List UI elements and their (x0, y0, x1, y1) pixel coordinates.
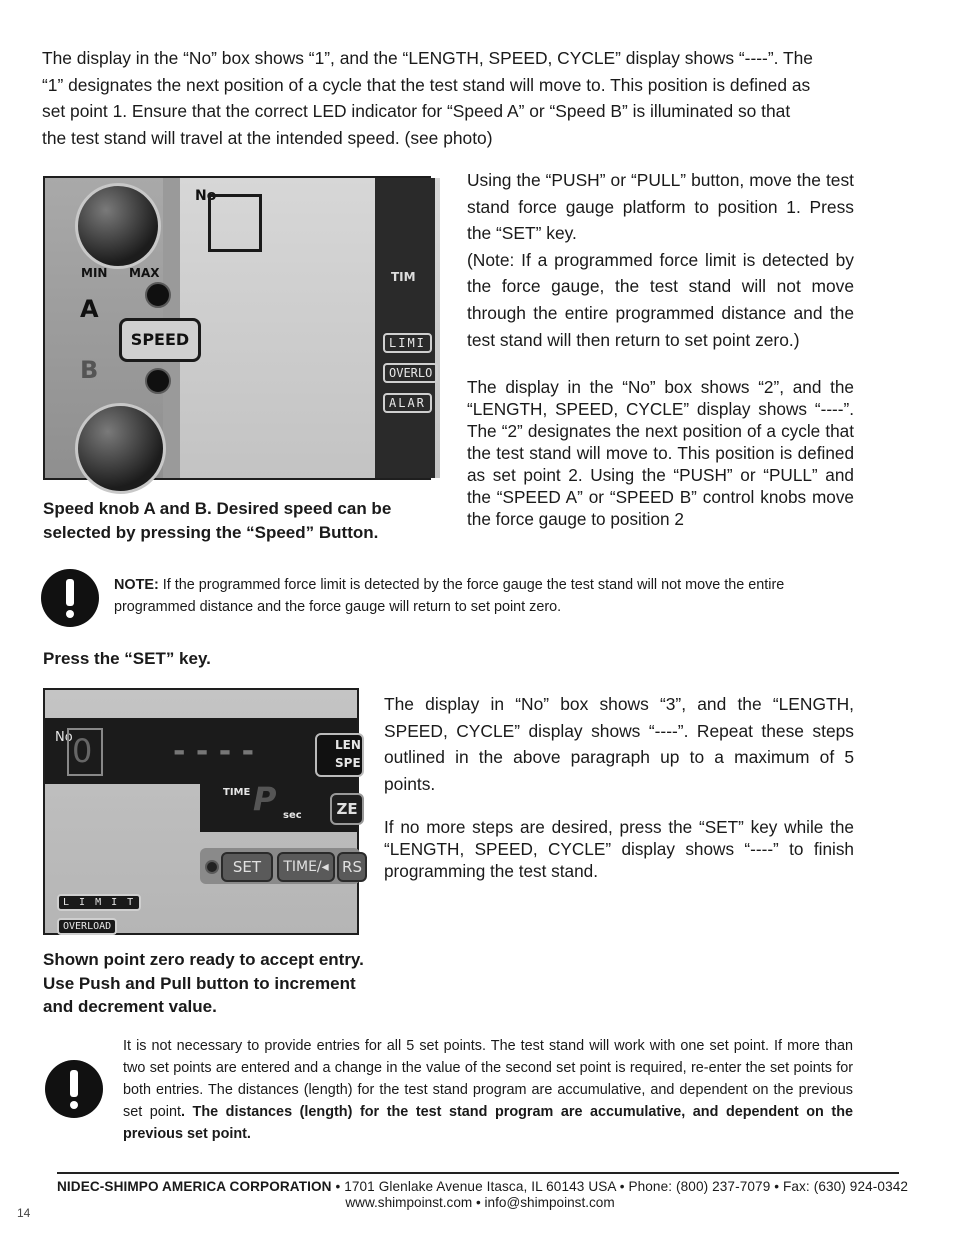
overload-indicator: OVERLO (383, 363, 438, 383)
intro-paragraph (42, 45, 862, 151)
note-label: NOTE: (114, 577, 159, 593)
no-display-box (208, 194, 262, 252)
limit-indicator: L I M I T (57, 894, 141, 911)
note-2 (123, 1035, 853, 1145)
footer-web: www.shimpoinst.com • info@shimpoinst.com (345, 1195, 615, 1210)
note-bold-text: . The distances (length) for the test stand program are accumulative, and dependent on the previous set point. (123, 1104, 853, 1142)
speed-a-knob (75, 183, 161, 269)
right-column-1b (467, 376, 854, 530)
note-text: If the programmed force limit is detected by the force gauge the test stand will not move the entire programmed distance and the force gauge will return to set point zero. (114, 577, 785, 615)
warning-icon (45, 1060, 103, 1118)
length-dashes: - - - - (173, 734, 255, 769)
right-column-1 (467, 167, 854, 353)
intro-line: set point 1. Ensure that the correct LED indicator for “Speed A” or “Speed B” is illuminated so that (42, 101, 791, 122)
speed-button: SPEED (119, 318, 201, 362)
paragraph: (Note: If a programmed force limit is detected by the force gauge, the test stand will not move through the entire programmed distance and the test stand will then return to set point zero.) (467, 249, 854, 350)
reset-button: RS (337, 852, 367, 882)
photo1-caption: Speed knob A and B. Desired speed can be selected by pressing the “Speed” Button. (43, 499, 392, 542)
paragraph: The display in the “No” box shows “2”, and the “LENGTH, SPEED, CYCLE” display shows “----”. The “2” designates the next position of a cycle that the test stand will move to. This position is defined as set point 2. Using the “PUSH” or “PULL” and the “SPEED A” or “SPEED B” control knobs move the force gauge to position 2 (467, 377, 854, 529)
tim-label: TIM (391, 270, 416, 284)
speed-a-label: A (80, 295, 99, 323)
no-digit: 0 (72, 732, 93, 770)
intro-line: the test stand will travel at the intended speed. (see photo) (42, 127, 493, 148)
len-label: LEN (335, 738, 361, 752)
company-name: NIDEC-SHIMPO AMERICA CORPORATION (57, 1179, 332, 1194)
limit-indicator: LIMI (383, 333, 432, 353)
time-button: TIME/◂ (277, 852, 335, 882)
company-address: • 1701 Glenlake Avenue Itasca, IL 60143 USA • Phone: (800) 237-7079 • Fax: (630) 924-0342 (331, 1179, 909, 1194)
max-label: MAX (129, 266, 160, 280)
speed-b-label: B (80, 356, 99, 384)
paragraph: If no more steps are desired, press the “SET” key while the “LENGTH, SPEED, CYCLE” display shows “----” to finish programming the test stand. (384, 817, 854, 881)
p-digit: P (253, 780, 277, 818)
indicator-strip (375, 178, 435, 478)
min-label: MIN (81, 266, 108, 280)
intro-line: The display in the “No” box shows “1”, and the “LENGTH, SPEED, CYCLE” display shows “----”. The (42, 48, 813, 68)
footer-rule (57, 1172, 899, 1174)
no-label: No (55, 730, 73, 745)
speed-b-led (145, 368, 171, 394)
sec-label: sec (283, 810, 302, 821)
page-number: 14 (17, 1206, 31, 1220)
zero-button: ZE (330, 793, 364, 825)
set-button: SET (221, 852, 273, 882)
note-text: It is not necessary to provide entries for all 5 set points. The test stand will work with one set point. If more than two set points are entered and a change in the value of the second set point is required, re-enter the set points for both entries. The distances (length) for the test stand program are accumulative, and dependent on the previous set point (123, 1038, 853, 1120)
no-label: No (195, 188, 217, 204)
right-column-2b (384, 816, 854, 882)
speed-b-knob (75, 403, 166, 494)
warning-icon (41, 569, 99, 627)
display-panel-photo (43, 688, 362, 935)
intro-line: “1” designates the next position of a cycle that the test stand will move to. This position is defined as (42, 74, 811, 95)
press-set-heading: Press the “SET” key. (43, 649, 211, 668)
photo2-caption: Shown point zero ready to accept entry. Use Push and Pull button to increment and decrement value. (43, 950, 364, 1016)
time-label: TIME (223, 787, 251, 798)
alarm-indicator: ALAR (383, 393, 432, 413)
spe-label: SPE (335, 756, 361, 770)
speed-a-led (145, 282, 171, 308)
speed-knob-photo (43, 176, 431, 480)
footer-address (57, 1179, 909, 1194)
paragraph: Using the “PUSH” or “PULL” button, move the test stand force gauge platform to position 1. Press the “SET” key. (467, 170, 854, 244)
paragraph: The display in “No” box shows “3”, and the “LENGTH, SPEED, CYCLE” display shows “----”. Repeat these steps outlined in the above paragraph up to a maximum of 5 points. (384, 694, 854, 794)
overload-indicator: OVERLOAD (57, 918, 117, 935)
set-led (205, 860, 219, 874)
right-column-2 (384, 691, 854, 797)
note-1 (114, 574, 856, 618)
